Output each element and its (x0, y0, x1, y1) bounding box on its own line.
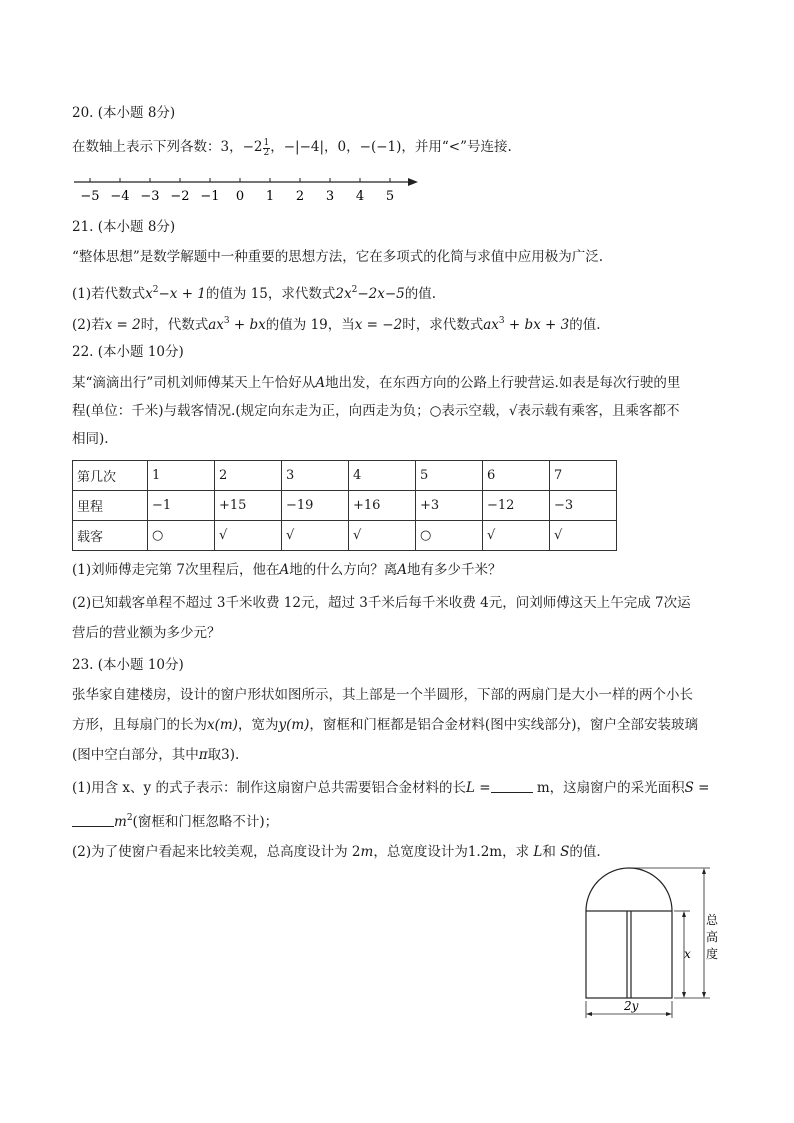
label-total-3: 度 (706, 947, 719, 961)
q22-part2-line2: 营后的营业额为多少元？ (72, 625, 221, 641)
table-cell: −1 (148, 491, 215, 521)
q23-line3: (图中空白部分，其中π取3). (72, 747, 240, 763)
table-cell: −12 (483, 491, 550, 521)
table-cell: +16 (349, 491, 416, 521)
mileage-table (72, 460, 617, 551)
table-cell: √ (282, 521, 349, 551)
table-cell: √ (483, 521, 550, 551)
q22-part2-line1: (2)已知载客单程不超过 3千米收费 12元，超过 3千米后每千米收费 4元，问刘师傅这天上午完成 7次运 (72, 595, 691, 611)
tick-label: 2 (295, 189, 305, 204)
window-diagram (580, 862, 730, 1022)
table-cell: ○ (148, 521, 215, 551)
q20-header: 20. (本小题 8分) (72, 105, 176, 121)
q23-part1: (1)用含 x、y 的式子表示：制作这扇窗户总共需要铝合金材料的长L = m，这扇窗户的采光面积S = (72, 780, 710, 796)
label-total-2: 高 (706, 930, 719, 944)
q20-prompt: 在数轴上表示下列各数：3，−2 $\frac{1}{2}$ ，−|−4|，0，−(−1)，并用“<”号连接. (72, 138, 512, 158)
answer-blank-S[interactable] (72, 814, 114, 827)
table-cell: ○ (416, 521, 483, 551)
table-cell: √ (550, 521, 617, 551)
door-frame (586, 911, 672, 998)
tick-label: −2 (170, 189, 190, 204)
q23-header: 23. (本小题 10分) (72, 657, 184, 673)
row-header-index: 第几次 (73, 461, 148, 491)
answer-blank-L[interactable] (491, 780, 533, 793)
tick-label: 3 (325, 189, 335, 204)
arrow-right-icon (408, 178, 418, 186)
table-cell: 2 (215, 461, 282, 491)
q22-line3: 相同). (72, 431, 109, 447)
q21-part1: (1)若代数式$x^2-x + 1$的值为 15，求代数式$2x^2-2x-5$的值. (72, 285, 437, 302)
table-cell: 3 (282, 461, 349, 491)
number-line (70, 170, 430, 204)
q21-header: 21. (本小题 8分) (72, 219, 176, 235)
q23-part2: (2)为了使窗户看起来比较美观，总高度设计为 2m，总宽度设计为1.2m，求 L和 S的值. (72, 844, 601, 860)
table-row (73, 491, 617, 521)
row-header-distance: 里程 (73, 491, 148, 521)
label-2y: 2y (624, 999, 639, 1013)
table-cell: 1 (148, 461, 215, 491)
label-total-1: 总 (706, 913, 719, 927)
table-row (73, 521, 617, 551)
table-cell: 4 (349, 461, 416, 491)
row-header-passenger: 载客 (73, 521, 148, 551)
tick-label: −5 (80, 189, 100, 204)
q21-part2: (2)若x = 2时，代数式$ax^3$ + bx的值为 19，当x = −2时，求代数式$ax^3$ + bx + 3的值. (72, 316, 601, 333)
tick-label: −3 (140, 189, 160, 204)
table-cell: +15 (215, 491, 282, 521)
tick-label: 0 (235, 189, 245, 204)
table-cell: −3 (550, 491, 617, 521)
table-cell: +3 (416, 491, 483, 521)
q23-line1: 张华家自建楼房，设计的窗户形状如图所示，其上部是一个半圆形，下部的两扇门是大小一样的两个小长 (72, 687, 693, 703)
semicircle-frame (586, 868, 672, 911)
tick-label: 1 (265, 189, 275, 204)
table-row (73, 461, 617, 491)
tick-label: −1 (200, 189, 220, 204)
table-cell: 6 (483, 461, 550, 491)
q22-header: 22. (本小题 10分) (72, 344, 184, 360)
q23-part1-cont: $m^2$(窗框和门框忽略不计)； (72, 809, 278, 831)
q22-line2: 程(单位：千米)与载客情况.(规定向东走为正，向西走为负；○表示空载，√表示载有乘客，且乘客都不 (72, 403, 680, 419)
label-x: x (684, 947, 691, 961)
table-cell: 7 (550, 461, 617, 491)
tick-label: 4 (355, 189, 365, 204)
table-cell: 5 (416, 461, 483, 491)
table-cell: −19 (282, 491, 349, 521)
tick-label: −4 (110, 189, 130, 204)
q23-line2: 方形，且每扇门的长为x(m)，宽为y(m)，窗框和门框都是铝合金材料(图中实线部分)，窗户全部安装玻璃 (72, 717, 698, 733)
q22-line1: 某“滴滴出行”司机刘师傅某天上午恰好从A地出发，在东西方向的公路上行驶营运.如表是每次行驶的里 (72, 375, 681, 391)
table-cell: √ (349, 521, 416, 551)
q22-part1: (1)刘师傅走完第 7次里程后，他在A地的什么方向？离A地有多少千米？ (72, 562, 502, 578)
tick-label: 5 (385, 189, 395, 204)
table-cell: √ (215, 521, 282, 551)
q21-intro: “整体思想”是数学解题中一种重要的思想方法，它在多项式的化简与求值中应用极为广泛. (72, 249, 604, 265)
